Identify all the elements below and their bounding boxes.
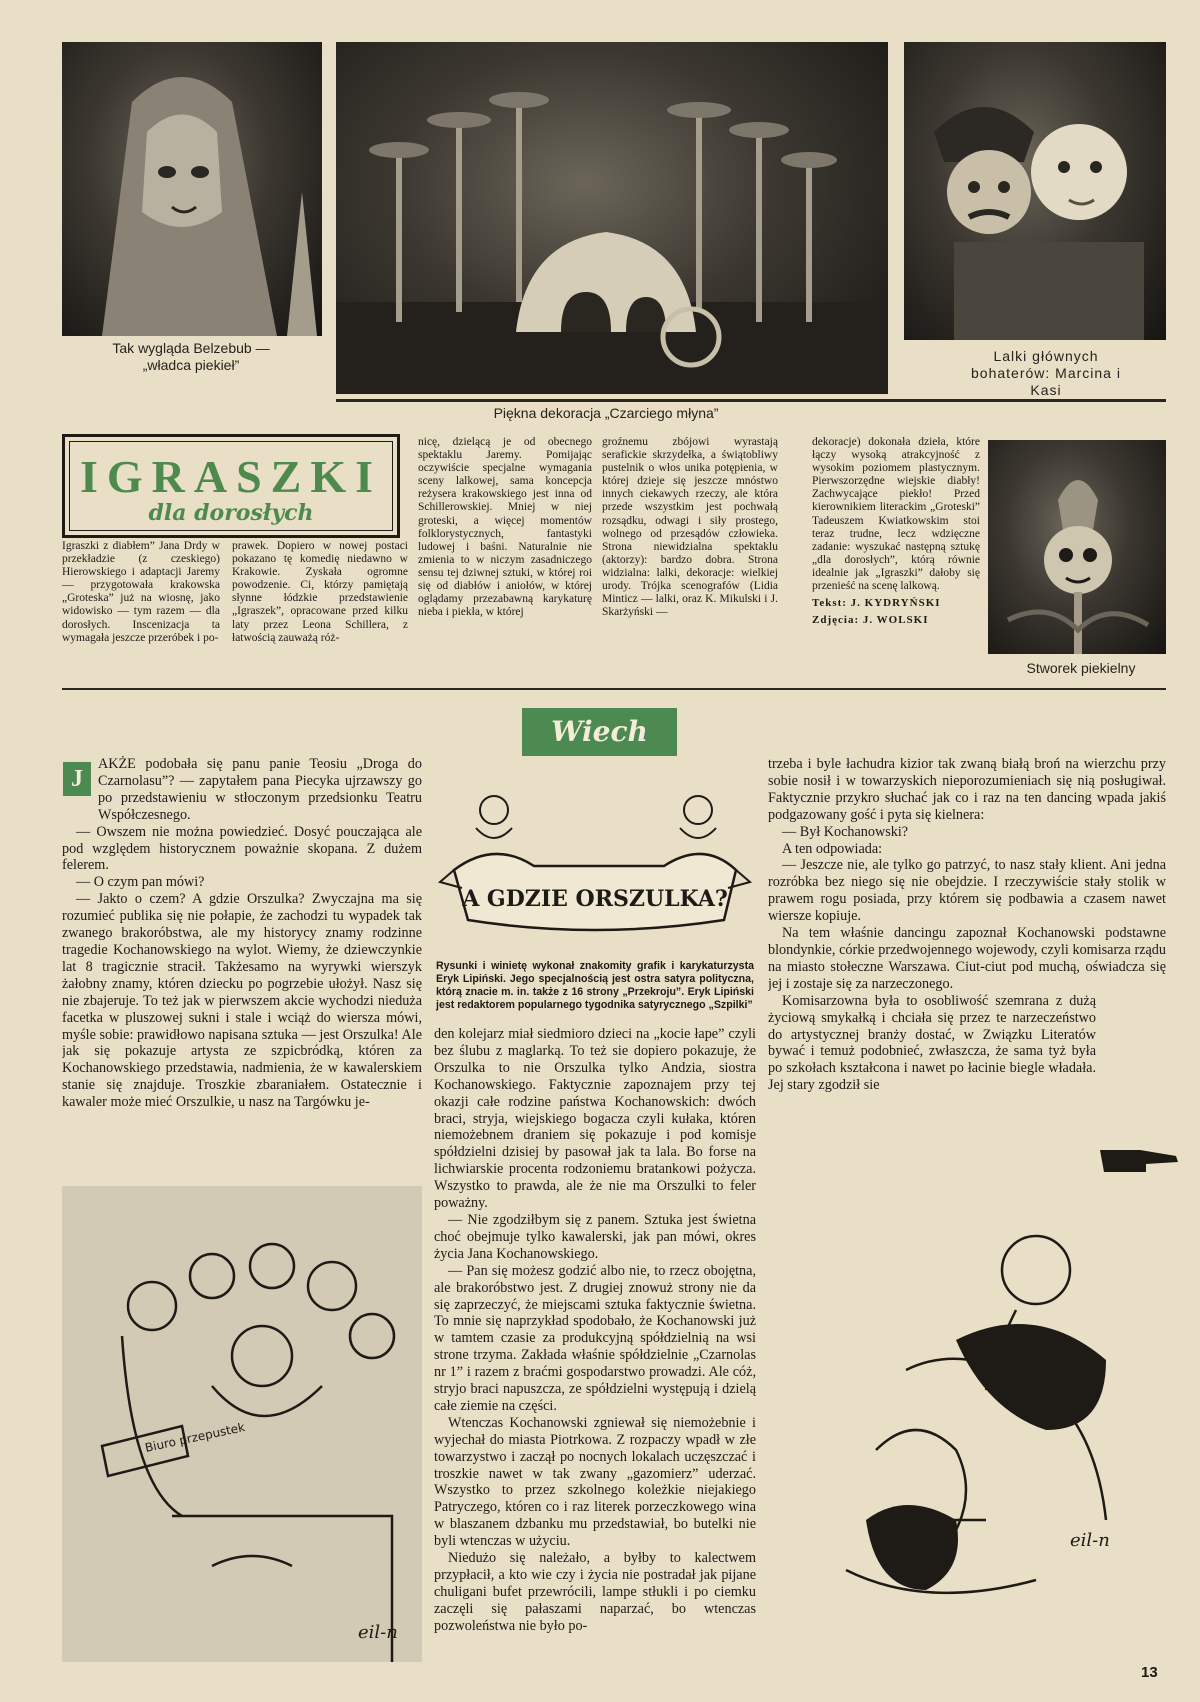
drop-cap: J	[63, 762, 91, 796]
wiech-middle-p4: Wtenczas Kochanowski zgniewał się niemożebnie i wyjechał do miasta Piotrkowa. Z rozpaczy wpadł w złe towarzystwo i zaczął po nocnych lokalach uczęszczać i troszkie nawet w tak zwany „gazomierz” uderzać. Wszystko to przez szkolnego koleżkie niejakiego Patryczego, któren co i raz literek porzeczkowego wina w blaszanem dzbanku mu przedstawiał, bo butelki nie byli wtenczas w użyciu.	[434, 1414, 756, 1550]
creature-image	[988, 440, 1166, 654]
caption-puppets: Lalki głównych bohaterów: Marcina i Kasi	[971, 348, 1121, 398]
caricature-poet-image	[806, 1190, 1166, 1650]
photo-decoration	[336, 42, 888, 394]
orszulka-banner	[434, 770, 756, 956]
wiech-middle-p1: den kolejarz miał siedmioro dzieci na „kocie łape” czyli bez ślubu z maglarką. To też sie dopiero pokazuje, że Orszulka to nie Orszulka tylko Andzia, siostra Kochanowskiego. Faktycznie zapoznajem przy tej okazji całe rodzine państwa Kochanowskich: dwóch braci, stryja, wiejskiego bogacza czyli kułaka, któren niemożebnem draniem się pokazuje i pod komisje spółdzielni dzisiej by pasował jak ta lala. Bo forse na lichwiarskie procenta rodzoniemu bratankowi pożycza. Wszystko to prawda, ale że nie ma Orszulki to feler poważny.	[434, 1026, 756, 1212]
wiech-right-p5: Na tem właśnie dancingu zapoznał Kochanowski podstawne blondynkie, córkie przedwojennego wojewody, czyli komisarza rządu na miasto stołeczne Warszawa. Ciut-ciut pod muchą, oświadcza się jej i zostaje się za narzeczonego.	[768, 925, 1166, 992]
wiech-middle-p3: — Pan się możesz godzić albo nie, to rzecz obojętna, ale brakoróbstwo jest. Z drugiej znowuż strony nie da się zaprzeczyć, że miejscami sztuka faktycznie świetna. To mnie się naprzykład spodobało, że Kochanowski już w tamtem czasie za produkcyjną spółdzielnią na wsi strone trzyma. Zakłada właśnie spółdzielnie „Czarnolas nr 1” i razem z braćmi gospodarstwo prowadzi. Ale cóż, stryjo braci napuszcza, ze spółdzielni występują i dzielą całe ziemie na części.	[434, 1262, 756, 1414]
photo-belzebub	[62, 42, 322, 336]
wiech-right-p1: trzeba i byle łachudra kizior tak zwaną białą broń na wierzchu przy sobie nosił i w towarzyskich nieporozumieniach się nią posługiwał. Faktycznie przykro słuchać jak co i raz na ten dancing wpada jakiś podgazowany gość i pyta się kielnera:	[768, 756, 1166, 823]
caption-decoration: Piękna dekoracja „Czarciego młyna”	[493, 405, 719, 421]
article1-col1	[62, 540, 220, 678]
wiech-right-p4: — Jeszcze nie, ale tylko go patrzyć, to nasz stały klient. Ani jedna rozróbka bez niego się nie obejdzie. I rzeczywiście stały stolik w prawem rogu posiada, przy którem się podbawia a czasem nawet wiersze kopiuje.	[768, 857, 1166, 925]
illustration-credit: Rysunki i winietę wykonał znakomity grafik i karykaturzysta Eryk Lipiński. Jego specjalnością jest ostra satyra polityczna, którą znacie m. in. także z 16 strony „Przekroju”. Eryk Lipiński jest redaktorem popularnego tygodnika satyrycznego „Szpilki”	[436, 960, 754, 1011]
wiech-right-p6: Komisarzowna była to osobliwość szemrana z dużą życiową smykałką i chciała się przez te narzeczeństwo do artystycznej branży dostać, w Związku Literatów bywać i temuż podobnieć, zwłaszcza, że sama tyż była po szkołach kształcona i nawet po łacinie biegle władała. Jej stary zgodził sie	[768, 992, 1096, 1094]
wiech-left-p1: AKŻE podobała się panu panie Teosiu „Droga do Czarnolasu”? — zapytałem pana Piecyka ujrzawszy go po przedstawieniu w stłoczonym przedsionku Teatru Współczesnego.	[98, 756, 422, 823]
article1-col5	[812, 436, 980, 678]
section-badge-wiech: Wiech	[522, 708, 677, 756]
banner-headline: A GDZIE ORSZULKA?	[462, 886, 728, 912]
wiech-left-column	[62, 756, 422, 1196]
wiech-middle-p5: Niedużo się należało, a byłby to kalectwem przypłacił, a kto wie czy i życia nie postradał jak pijane chuligani bufet przewrócili, lampe stłukli i po ciemku zaczęli się pałaszami naparzać, bo wtenczas pozwoleństwa nie było po-	[434, 1550, 756, 1634]
wiech-left-p3: — O czym pan mówi?	[76, 874, 205, 891]
caption-belzebub: Tak wygląda Belzebub — „władca piekieł”	[112, 340, 270, 373]
wiech-right-column	[768, 756, 1166, 1180]
banner-vignette-image	[434, 770, 756, 956]
signature-left: eil-n	[358, 1622, 398, 1643]
signature-right: eil-n	[1070, 1530, 1110, 1551]
wiech-middle-p2: — Nie zgodziłbym się z panem. Sztuka jest świetna choć obejmuje tylko kawalerski, jak pan mówi, okres życia Jana Kochanowskiego.	[434, 1211, 756, 1262]
article1-col1-text: Igraszki z diabłem” Jana Drdy w przekładzie (z czeskiego) Hierowskiego i adaptacji Jaremy — przygotowała krakowska „Groteska” już na wiosnę, jako widowisko — tym razem — dla dorosłych. Inscenizacja ta wymagała jeszcze przeróbek i po-	[62, 540, 220, 644]
article1-col4-text: groźnemu zbójowi wyrastają serafickie skrzydełka, a świątobliwy pustelnik o włos unika potępienia, w której dzieje się jeszcze mnóstwo innych ciekawych rzeczy, ale która przede wszystkim jest pochwałą rozsądku, odwagi i siły prostego, wolnego od przesądów człowieka. Strona niewidzialna spektaklu (aktorzy): bardzo dobra. Strona widzialna: lalki, dekoracje: wielkiej urody. Trójka scenografów (Lidia Minticz — lalki, oraz K. Mikulski i J. Skarżyński —	[602, 436, 778, 619]
pointing-hand-icon	[1096, 1140, 1180, 1178]
wiech-left-p4: — Jakto o czem? A gdzie Orszulka? Zwyczajna ma się rozumieć publika się nie połapie, że zachodzi tu wypadek tak zwanego brakoróbstwa, ale my historycy znamy rodzinne tragedie Kochanowskiego na wylot. Wiemy, że dziewczynkie lat 8 tragicznie stracił. Takżesamo na wyrywki wierszyk żałobny znamy, któren dziecku po pogrzebie ułożył. Nasz się nie zbajeruje. To też jak w pierwszem akcie wychodzi niedużа facetka w pluszowej sukni i stale i wciąż do wiersza mówi, myśle sobie: prawidłowo napisana sztuka — jest Orszulka! Ale jak się pokazuje artysta ze szpicbródką, któren za Kochanowskiego przedstawia, nadmienia, że w kawalerskiem stanie się znajduje. Troszkie zbaraniałem. Ostatecznie i kawaler może mieć Orszulkie, u nasz na Targówku je-	[62, 891, 422, 1111]
puppets-image	[904, 42, 1166, 340]
mill-decoration-image	[336, 42, 888, 394]
top-divider	[336, 399, 1166, 402]
article-subtitle: dla dorosłych	[148, 500, 314, 526]
caricature-group-image	[62, 1186, 422, 1662]
article1-col2-text: prawek. Dopiero w nowej postaci pokazano tę komedię niedawno w Krakowie. Zyskała ogromne powodzenie. Ci, którzy pamiętają słynne łódzkie przedstawienie „Igraszek”, opracowane przed kilku laty przez Leona Schillera, z łatwością zauważą róż-	[232, 540, 408, 644]
page-number: 13	[1141, 1664, 1158, 1681]
photo-creature	[988, 440, 1166, 654]
article-title: IGRASZKI	[79, 451, 383, 502]
wiech-right-p3: A ten odpowiada:	[782, 840, 883, 857]
drawing-kochanowski-writing	[806, 1190, 1166, 1650]
photo-puppets	[904, 42, 1166, 340]
article1-col5-text: dekoracje) dokonała dzieła, które łączy wysoką atrakcyjność z wysokim poziomem plastycznym. Pierwszorzędne wiejskie diabły! Zachwycające piekło! Przed kierownikiem literackim „Groteski” Tadeuszem Kwiatkowskim stoi teraz trudne, lecz wdzięczne zadanie: wyszukać następną sztukę „dla dorosłych”, którą równie idealnie jak „Igraszki” dałoby się przenieść na scenę lalkową.	[812, 436, 980, 593]
wiech-right-p2: — Był Kochanowski?	[782, 823, 909, 840]
caption-creature: Stworek piekielny	[1026, 660, 1136, 676]
text-credit: Tekst: J. KYDRYŃSKI	[812, 597, 941, 610]
article1-col2	[232, 540, 408, 678]
wiech-middle-column	[434, 1026, 756, 1650]
belzebub-figure-image	[62, 42, 322, 336]
article1-col4	[602, 436, 778, 678]
wiech-left-p2: — Owszem nie można powiedzieć. Dosyć pouczająca ale pod względem historycznem poważnie skopana. Z dużem felerem.	[62, 823, 422, 874]
article1-col3-text: nicę, dzielącą je od obecnego spektaklu Jaremy. Pomijając oczywiście specjalne wymagania sceny lalkowej, sama koncepcja reżysera krakowskiego jest inna od Schillerowskiej. Mniej w niej groteski, a więcej momentów folklorystycznych, fantastyki ludowej i baśni. Naturalnie nie zmienia to w niczym zasadniczego sensu tej dziwnej sztuki, w której roi się od diabłów i aniołów, w której oglądamy przezabawną karykaturę nieba i piekła, w której	[418, 436, 592, 619]
igraszki-title-box	[62, 434, 400, 538]
photo-credit: Zdjęcia: J. WOLSKI	[812, 614, 929, 627]
sign-biuro: Biuro przepustek	[143, 1420, 247, 1455]
article1-col3	[418, 436, 592, 678]
middle-divider	[62, 688, 1166, 690]
drawing-kochanowski-family	[62, 1186, 422, 1662]
